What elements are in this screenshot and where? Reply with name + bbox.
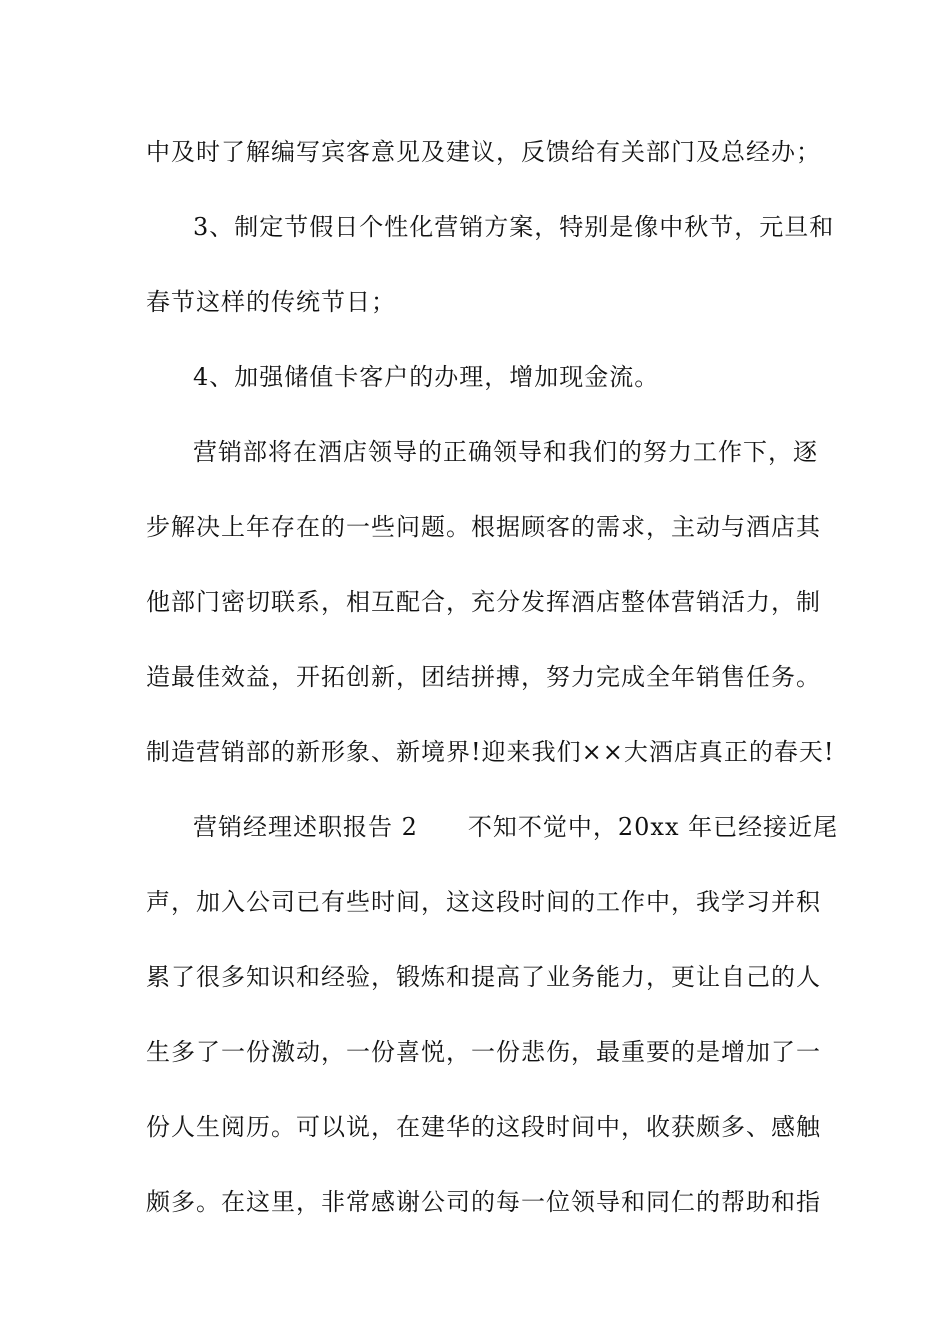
text-line: 制造营销部的新形象、新境界!迎来我们××大酒店真正的春天! [146, 738, 835, 766]
text-line: 累了很多知识和经验，锻炼和提高了业务能力，更让自己的人 [146, 963, 821, 991]
text-line: 中及时了解编写宾客意见及建议，反馈给有关部门及总经办； [146, 138, 821, 166]
text-line: 步解决上年存在的一些问题。根据顾客的需求，主动与酒店其 [146, 513, 821, 541]
text-line: 生多了一份激动，一份喜悦，一份悲伤，最重要的是增加了一 [146, 1038, 821, 1066]
text-line: 他部门密切联系，相互配合，充分发挥酒店整体营销活力，制 [146, 588, 821, 616]
text-line: 营销部将在酒店领导的正确领导和我们的努力工作下，逐 [193, 438, 818, 466]
text-line: 造最佳效益，开拓创新，团结拼搏，努力完成全年销售任务。 [146, 663, 821, 691]
text-line: 4、加强储值卡客户的办理，增加现金流。 [193, 363, 660, 391]
text-line: 3、制定节假日个性化营销方案，特别是像中秋节，元旦和 [193, 213, 835, 241]
text-line: 颇多。在这里，非常感谢公司的每一位领导和同仁的帮助和指 [146, 1188, 821, 1216]
text-line: 声，加入公司已有些时间，这这段时间的工作中，我学习并积 [146, 888, 821, 916]
text-line: 营销经理述职报告 2 不知不觉中，20xx 年已经接近尾 [193, 813, 839, 841]
text-line: 份人生阅历。可以说，在建华的这段时间中，收获颇多、感触 [146, 1113, 821, 1141]
text-line: 春节这样的传统节日； [146, 288, 396, 316]
